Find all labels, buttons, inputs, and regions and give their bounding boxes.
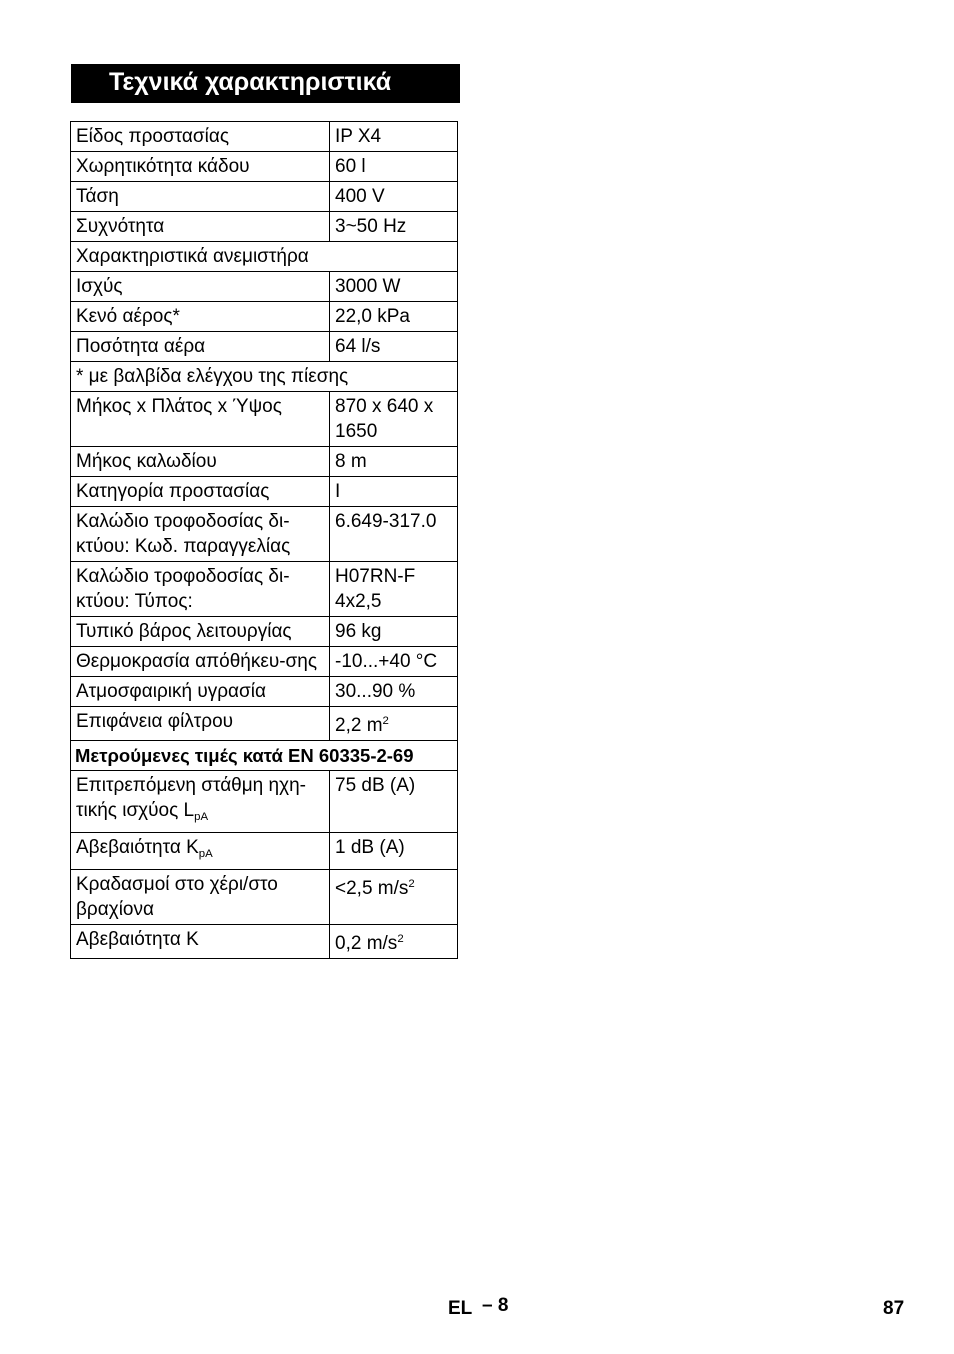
row-label: Χωρητικότητα κάδου [71, 152, 330, 182]
page-number: 87 [883, 1298, 905, 1319]
row-value: 8 m [330, 447, 458, 477]
table-row [71, 272, 458, 302]
row-label: Κενό αέρος* [71, 302, 330, 332]
row-value: I [330, 477, 458, 507]
row-label: Αβεβαιότητα $K_{pA}$ [71, 833, 330, 870]
table-row [71, 562, 458, 617]
row-value: 75 dB (A) [330, 771, 458, 833]
row-label: Κατηγορία προστασίας [71, 477, 330, 507]
table-row [71, 302, 458, 332]
row-value: 96 kg [330, 617, 458, 647]
table-row [71, 771, 458, 833]
section-title: Τεχνικά χαρακτηριστικά [71, 64, 460, 103]
row-label: Επιφάνεια φίλτρου [71, 707, 330, 741]
row-label: Μήκος x Πλάτος x Ύψος [71, 392, 330, 447]
row-label: Επιτρεπόμενη στάθμη ηχη-τικής ισχύος $L_{pA}$ [71, 771, 330, 833]
table-row [71, 152, 458, 182]
table-row [71, 212, 458, 242]
row-label: Θερμοκρασία απόθήκευ-σης [71, 647, 330, 677]
table-row [71, 507, 458, 562]
row-value: -10...+40 °C [330, 647, 458, 677]
table-row [71, 707, 458, 741]
row-value: IP X4 [330, 122, 458, 152]
row-value: <2,5 $m/s^2$ [330, 870, 458, 925]
row-value: 60 l [330, 152, 458, 182]
row-value: 3~50 Hz [330, 212, 458, 242]
row-label: Αβεβαιότητα K [71, 925, 330, 959]
table-row [71, 677, 458, 707]
row-value: 6.649-317.0 [330, 507, 458, 562]
table-row [71, 122, 458, 152]
table-row [71, 925, 458, 959]
row-label: * με βαλβίδα ελέγχου της πίεσης [71, 362, 458, 392]
row-label: Ισχύς [71, 272, 330, 302]
row-value: 400 V [330, 182, 458, 212]
table-row [71, 477, 458, 507]
row-label: Είδος προστασίας [71, 122, 330, 152]
table-row [71, 447, 458, 477]
table-subheading-row [71, 242, 458, 272]
table-row [71, 647, 458, 677]
row-value: 30...90 % [330, 677, 458, 707]
row-label: Τυπικό βάρος λειτουργίας [71, 617, 330, 647]
row-value: 0,2 $m/s^2$ [330, 925, 458, 959]
row-value: 22,0 kPa [330, 302, 458, 332]
row-label: Ατμοσφαιρική υγρασία [71, 677, 330, 707]
row-label: Μετρούμενες τιμές κατά EN 60335-2-69 [71, 741, 458, 771]
table-row [71, 182, 458, 212]
row-label: Συχνότητα [71, 212, 330, 242]
specifications-table [70, 121, 458, 959]
table-row [71, 870, 458, 925]
row-label: Ποσότητα αέρα [71, 332, 330, 362]
row-value: 2,2 $m^2$ [330, 707, 458, 741]
table-row [71, 617, 458, 647]
row-value: 870 x 640 x 1650 [330, 392, 458, 447]
row-value: 64 l/s [330, 332, 458, 362]
table-row [71, 392, 458, 447]
table-note-row [71, 362, 458, 392]
row-value: H07RN-F 4x2,5 [330, 562, 458, 617]
row-value: 3000 W [330, 272, 458, 302]
footer-section-number: – 8 [482, 1295, 509, 1316]
footer-language: EL [448, 1298, 473, 1319]
row-label: Τάση [71, 182, 330, 212]
table-section-heading-row [71, 741, 458, 771]
row-value: 1 dB (A) [330, 833, 458, 870]
row-label: Μήκος καλωδίου [71, 447, 330, 477]
row-label: Καλώδιο τροφοδοσίας δι-κτύου: Κωδ. παραγγελίας [71, 507, 330, 562]
table-row [71, 833, 458, 870]
table-row [71, 332, 458, 362]
row-label: Χαρακτηριστικά ανεμιστήρα [71, 242, 458, 272]
row-label: Κραδασμοί στο χέρι/στο βραχίονα [71, 870, 330, 925]
row-label: Καλώδιο τροφοδοσίας δι-κτύου: Τύπος: [71, 562, 330, 617]
